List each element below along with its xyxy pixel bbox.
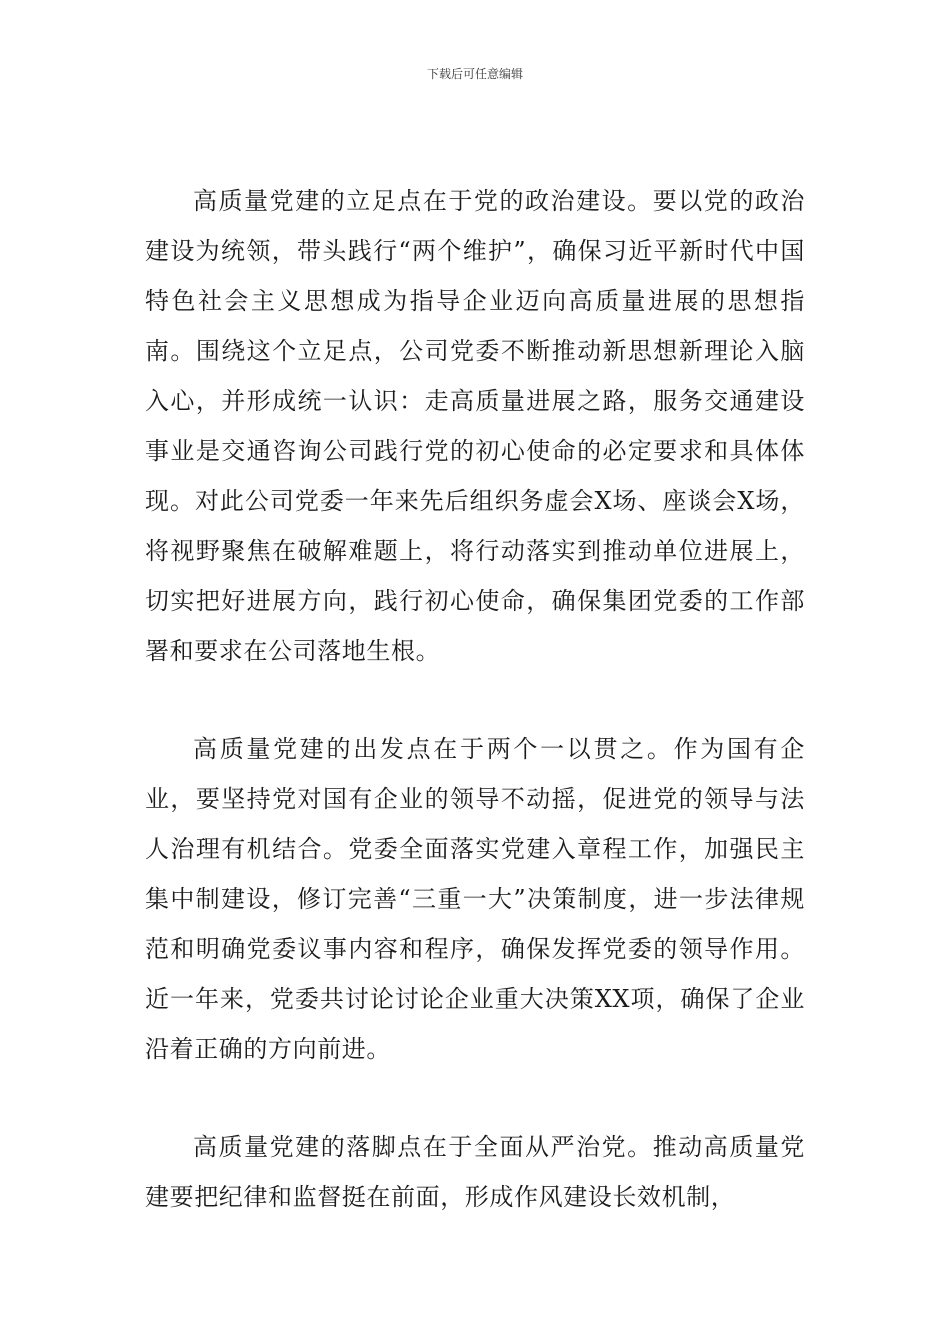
document-body [145,176,805,1222]
paragraph-two-consistencies: 高质量党建的出发点在于两个一以贯之。作为国有企业，要坚持党对国有企业的领导不动摇，促进党的领导与法人治理有机结合。党委全面落实党建入章程工作，加强民主集中制建设，修订完善“三重一大”决策制度，进一步法律规范和明确党委议事内容和程序，确保发挥党委的领导作用。近一年来，党委共讨论讨论企业重大决策XX项，确保了企业沿着正确的方向前进。 [145,735,805,1063]
paragraph-strict-governance: 高质量党建的落脚点在于全面从严治党。推动高质量党建要把纪律和监督挺在前面，形成作风建设长效机制， [145,1133,805,1211]
paragraph-political-construction: 高质量党建的立足点在于党的政治建设。要以党的政治建设为统领，带头践行“两个维护”，确保习近平新时代中国特色社会主义思想成为指导企业迈向高质量进展的思想指南。围绕这个立足点，公司党委不断推动新思想新理论入脑入心，并形成统一认识：走高质量进展之路，服务交通建设事业是交通咨询公司践行党的初心使命的必定要求和具体体现。对此公司党委一年来先后组织务虚会X场、座谈会X场，将视野聚焦在破解难题上，将行动落实到推动单位进展上，切实把好进展方向，践行初心使命，确保集团党委的工作部署和要求在公司落地生根。 [145,187,805,665]
page-header: 下载后可任意编辑 [426,67,523,81]
